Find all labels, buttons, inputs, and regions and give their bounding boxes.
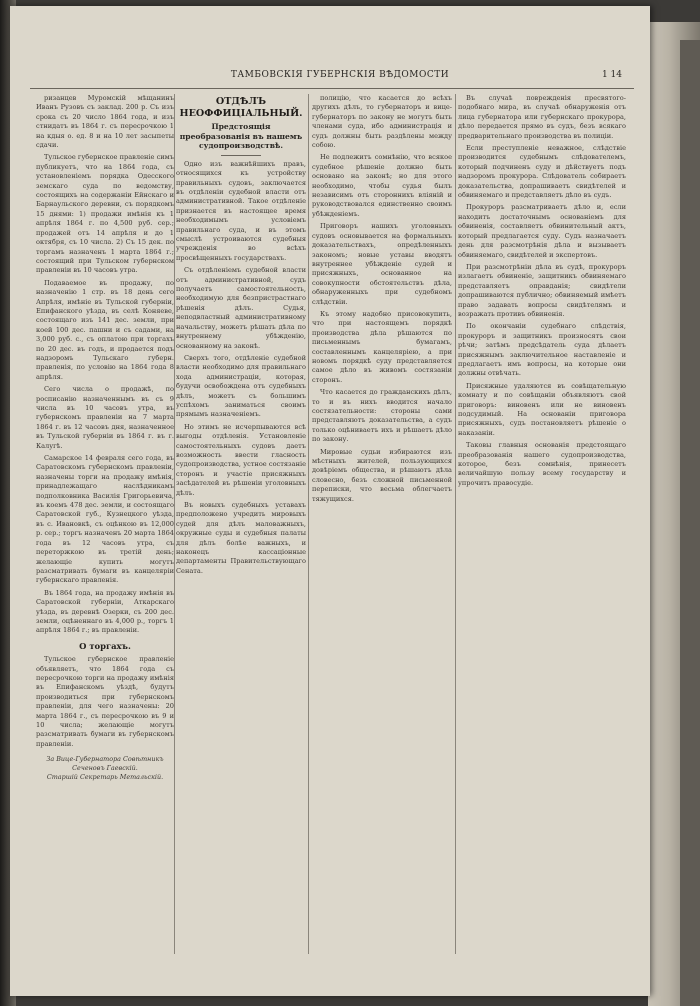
paragraph: полицію, что касается до всѣхъ другихъ дѣлъ, то губернаторъ и вице-губернаторъ по закону не могутъ быть членами суда, ибо администрація и судъ должны быть раздѣлены между собою. xyxy=(312,94,452,150)
paragraph: Таковы главныя основанія предстоящаго преобразованія нашего судопроизводства, которое, безъ сомнѣнія, принесетъ величайшую пользу всему государству и упрочитъ правосудіе. xyxy=(458,441,626,487)
paragraph: Самарское 14 февраля сего года, въ Саратовскомъ губернскомъ правленіи, назначены торги на продажу имѣнія, принадлежащаго наслѣдникамъ подполковника Василія Григорьевича, въ коемъ 478 дес. земли, и состоящаго Саратовской губ., Кузнецкого уѣзда, въ с. Ивановкѣ, съ оцѣнкою въ 12,000 р. сер.; торгъ назначенъ 20 марта 1864 года въ 12 часовъ утра, съ переторжкою въ третій день; желающіе купить могутъ разсматривать бумаги въ канцеляріи губернскаго правленія. xyxy=(36,454,174,585)
paragraph: Но этимъ не исчерпываются всѣ выгоды отдѣленія. Установленіе самостоятельныхъ судовъ даетъ возможность ввести гласность судопроизводства, устное состязаніе сторонъ и участіе присяжныхъ засѣдателей въ рѣшеніи уголовныхъ дѣлъ. xyxy=(176,422,306,497)
page-header xyxy=(30,68,630,88)
paragraph: Сверхъ того, отдѣленіе судебной власти необходимо для правильнаго хода администраціи, которая, будучи освобождена отъ судебныхъ дѣлъ, можетъ съ большимъ успѣхомъ заниматься своимъ прямымъ назначеніемъ. xyxy=(176,353,306,419)
article-title: Предстоящія преобразованія въ нашемъ судопроизводствѣ. xyxy=(179,122,303,151)
paragraph: ризанцев Муромскій мѣщанинъ Иванъ Рузовъ съ заклад. 200 р. Съ изъ срока съ 20 число 1864 года, и изъ стнидатъ въ 1864 г. съ пересрочкою 1 на кдыя о. ед. 8 и на 10 лет засыпеты сдачи. xyxy=(36,94,174,150)
paragraph: Въ 1864 года, на продажу имѣнія въ Саратовской губерніи, Аткарскаго уѣзда, въ деревнѣ Озерки, съ 200 дес. земли, оцѣненнаго въ 4,000 р., торгъ 1 апрѣля 1864 г.; въ правленіи. xyxy=(36,588,174,635)
newspaper-title: ТАМБОВСКІЯ ГУБЕРНСКІЯ ВѢДОМОСТИ xyxy=(230,70,450,80)
paragraph: Подаваемое въ продажу, по назначенію 1 стр. въ 18 день сего Апрѣля, имѣніе въ Тульской губерніи, Епифанского уѣзда, въ селѣ Коняеве, состоящаго изъ 141 дес. земли, при коей 100 дес. пашни и съ садами, на 3,000 руб. с., съ оплатою при торгахъ по 20 дес. въ годъ, и продается подъ надзоромъ Тульскаго губерн. правленія, по условію на 1864 года 8 апрѣля. xyxy=(36,278,174,381)
column-4 xyxy=(458,94,626,954)
paragraph: Приговоръ нашихъ уголовныхъ судовъ основывается на формальныхъ доказательствахъ, опредѣленныхъ закономъ; новые уставы вводятъ внутреннее убѣжденіе судей и присяжныхъ, основанное на совокупности обстоятельствъ дѣла, обнаруженныхъ при судебномъ слѣдствіи. xyxy=(312,222,452,306)
paragraph: Въ новыхъ судебныхъ уставахъ предположено учредить мировыхъ судей для дѣлъ маловажныхъ, окружные суды и судебныя палаты для дѣлъ болѣе важныхъ, и наконецъ кассаціонные департаменты Правительствующаго Сената. xyxy=(176,501,306,575)
paragraph: Съ отдѣленіемъ судебной власти отъ административной, судъ получаетъ самостоятельность, необходимую для безпристрастнаго рѣшенія дѣлъ. Судья, неподвластный административному начальству, можетъ рѣшать дѣла по внутреннему убѣжденію, основанному на законѣ. xyxy=(176,266,306,350)
signature-line: Старшій Секретарь Метальскій. xyxy=(46,773,164,782)
paragraph: Къ этому надобно присовокупить, что при настоящемъ порядкѣ производства дѣла рѣшаются по письменнымъ бумагамъ, составленнымъ канцеляріею, а при новомъ порядкѣ суду представляется самое дѣло въ живомъ состязаніи сторонъ. xyxy=(312,309,452,384)
page-edge-shadow xyxy=(680,40,700,1006)
section-title: ОТДѢЛЪ НЕОФФИЦІАЛЬНЫЙ. xyxy=(179,96,303,119)
paragraph: Одно изъ важнѣйшихъ правъ, относящихся къ устройству правильныхъ судовъ, заключается въ отдѣленіи судебной власти отъ административной. Такое отдѣленіе признается въ настоящее время необходимымъ условіемъ правильнаго суда, и въ этомъ смыслѣ устроиваются судебныя учрежденія во всѣхъ просвѣщенныхъ государствахъ. xyxy=(176,159,306,262)
paragraph: Присяжные удаляются въ совѣщательную комнату и по совѣщаніи объявляютъ свой приговоръ: виновенъ или не виновенъ подсудимый. На основаніи приговора присяжныхъ, судъ постановляетъ рѣшеніе о наказаніи. xyxy=(458,381,626,437)
paragraph: Мировые судьи избираются изъ мѣстныхъ жителей, пользующихся довѣріемъ общества, и рѣшаютъ дѣла словесно, безъ сложной письменной переписки, что весьма облегчаетъ тяжущихся. xyxy=(312,447,452,503)
title-rule xyxy=(221,155,261,156)
header-rule xyxy=(30,88,634,89)
column-divider xyxy=(308,94,309,954)
paragraph: Если преступленіе неважное, слѣдствіе производится судебнымъ слѣдователемъ, который подчиненъ суду и дѣйствуетъ подъ надзоромъ прокурора. Слѣдователь собираетъ доказательства, допрашиваетъ свидѣтелей и обвиняемаго и представляетъ дѣло въ судъ. xyxy=(458,144,626,200)
section-heading: О торгахъ. xyxy=(79,640,131,651)
column-1 xyxy=(36,94,174,954)
paragraph: Тульское губернское правленіе симъ публикуетъ, что на 1864 года, съ установленіемъ порядка Одесского земскаго суда по ведомству, состоящихъ на содержаніи Ейнскаго и Барнаульского деревни, съ порядкомъ 15 днями: 1) продажи имѣнія къ 1 апрѣля 1864 г. по 4,500 руб. сер.; продажей отъ 14 апрѣля и до 1 октября, съ 10 числа. 2) Съ 15 дек. по торгамъ назначенъ 1 марта 1864 г.; состоящий при Тульском губернском правленіи въ 10 часовъ утра. xyxy=(36,153,174,275)
column-divider xyxy=(455,94,456,954)
column-2 xyxy=(176,94,306,954)
column-divider xyxy=(174,94,175,954)
column-3 xyxy=(312,94,452,954)
signature-line: За Вице-Губернатора Совѣтникъ Сеченовъ Гаевскій. xyxy=(46,755,164,773)
page-number: 1 14 xyxy=(601,70,622,80)
paragraph: Въ случаѣ поврежденія пресвятого-подобнаго мира, въ случаѣ обнаруженія отъ лица губернатора или губернскаго прокурора, дѣло передается прямо въ судъ, безъ всякаго предварительнаго производства въ полиціи. xyxy=(458,94,626,140)
paragraph: По окончаніи судебнаго слѣдствія, прокуроръ и защитникъ произносятъ свои рѣчи; затѣмъ предсѣдатель суда дѣлаетъ присяжнымъ заключительное наставленіе и предлагаетъ имъ вопросы, на которые они должны отвѣчать. xyxy=(458,322,626,378)
paragraph: Что касается до гражданскихъ дѣлъ, то и въ нихъ вводится начало состязательности: стороны сами представляютъ доказательства, а судъ только оцѣниваетъ ихъ и рѣшаетъ дѣло по закону. xyxy=(312,388,452,444)
paragraph: При разсмотрѣніи дѣла въ судѣ, прокуроръ излагаетъ обвиненіе, защитникъ обвиняемаго представляетъ оправданія; свидѣтели допрашиваются публично; обвиняемый имѣетъ право задавать вопросы свидѣтелямъ и возражать противъ обвиненія. xyxy=(458,262,626,318)
paragraph: Сего числа о продажѣ, по росписанію назначеннымъ въ съ 9 числа въ 10 часовъ утра, въ губернскомъ правленіи на 7 марта 1864 г. въ 12 часовъ дня, назначенное въ Тульской губерніи въ 1864 г. въ г. Калугѣ. xyxy=(36,385,174,450)
paragraph: Прокуроръ разсматриваетъ дѣло и, если находитъ достаточнымъ основаніемъ для обвиненія, составляетъ обвинительный актъ, который предлагается суду. Судъ назначаетъ день для разсмотрѣнія дѣла и вызываетъ обвиняемаго, свидѣтелей и экспертовъ. xyxy=(458,203,626,259)
signature-block xyxy=(36,755,174,782)
paragraph: Тульское губернское правленіе объявляетъ, что 1864 года съ пересрочкою торги на продажу имѣнія въ Епифанскомъ уѣздѣ, будутъ производиться при губернскомъ правленіи, для чего назначены: 20 марта 1864 г., съ пересрочкою въ 9 и 10 числа; желающіе могутъ разсматривать бумаги въ губернскомъ правленіи. xyxy=(36,655,174,748)
paragraph: Не подлежитъ сомнѣнію, что всякое судебное рѣшеніе должно быть основано на законѣ; но для этого необходимо, чтобы судья былъ независимъ отъ стороннихъ вліяній и руководствовался единственно своимъ убѣжденіемъ. xyxy=(312,153,452,218)
